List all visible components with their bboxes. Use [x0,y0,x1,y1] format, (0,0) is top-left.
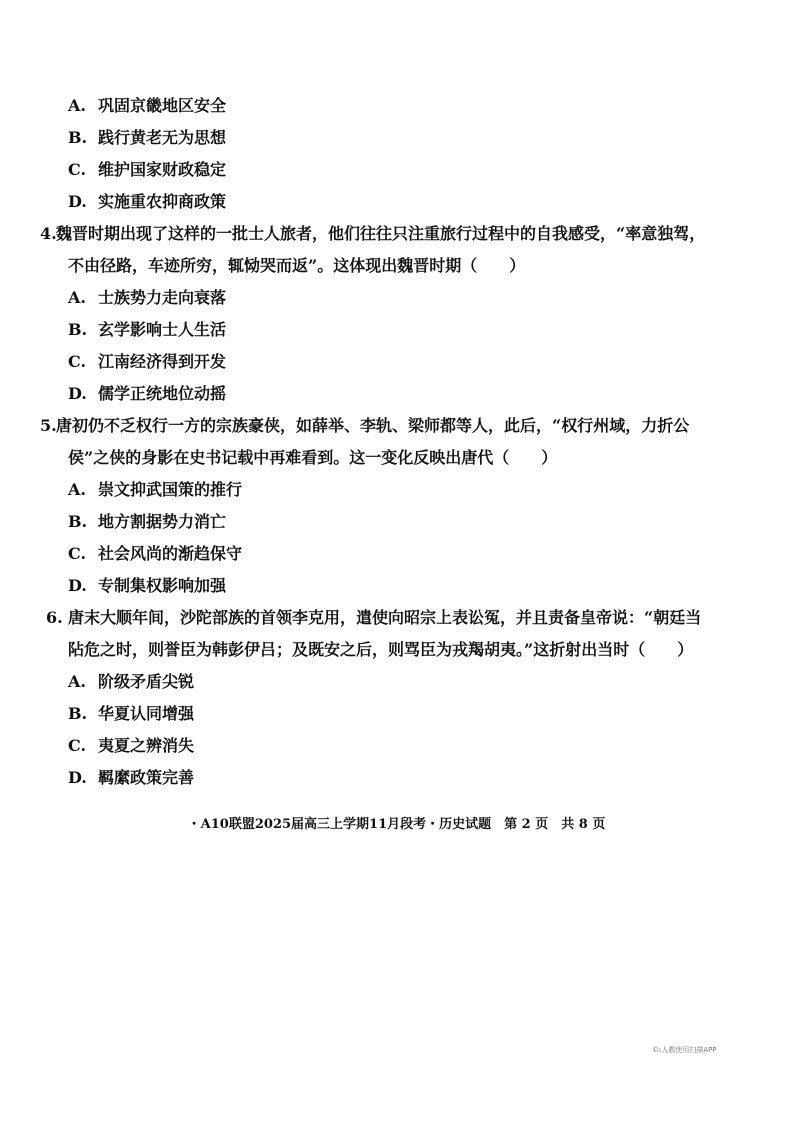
option-label: C. [68,352,87,371]
option-text: 华夏认同增强 [98,704,195,723]
q6-option-b [68,704,194,724]
q3-option-d [68,192,226,212]
option-label: D. [68,384,87,403]
option-text: 江南经济得到开发 [98,352,227,371]
q6-option-d [68,768,194,788]
q5-stem-line2: 侯”之侠的身影在史书记载中再难看到。这一变化反映出唐代（ ） [68,448,558,467]
option-text: 践行黄老无为思想 [98,128,227,147]
q5-option-d [68,576,226,596]
option-text: 专制集权影响加强 [98,576,227,595]
q3-option-a [68,96,226,116]
question-number: 6. [46,608,63,627]
option-label: B. [68,320,88,339]
option-label: B. [68,128,88,147]
option-text: 羁縻政策完善 [98,768,195,787]
option-label: D. [68,192,87,211]
q4-stem-line2: 不由径路，车迹所穷，辄恸哭而返”。这体现出魏晋时期（ ） [68,256,526,275]
q5-stem-line1 [40,416,689,436]
stem-text: 唐初仍不乏权行一方的宗族豪侠，如薛举、李轨、梁师都等人，此后，“权行州域，力折公 [56,416,690,435]
option-label: A. [68,96,86,115]
option-label: C. [68,544,87,563]
option-text: 实施重农抑商政策 [98,192,227,211]
option-label: B. [68,512,88,531]
option-label: D. [68,576,87,595]
option-label: A. [68,672,86,691]
q6-option-a [68,672,194,692]
option-text: 地方割据势力消亡 [98,512,227,531]
option-label: A. [68,480,86,499]
q6-option-c [68,736,194,756]
scan-watermark: ©ι人教使用扫描APP [652,1046,717,1054]
stem-text: 魏晋时期出现了这样的一批士人旅者，他们往往只注重旅行过程中的自我感受，“率意独驾， [56,224,706,243]
q6-stem-line1 [46,608,701,628]
option-text: 夷夏之辨消失 [98,736,195,755]
q5-option-a [68,480,242,500]
option-text: 阶级矛盾尖锐 [98,672,195,691]
q4-option-a [68,288,226,308]
option-text: 巩固京畿地区安全 [98,96,227,115]
option-text: 崇文抑武国策的推行 [98,480,243,499]
option-label: C. [68,160,87,179]
q4-stem-line1 [40,224,756,244]
question-number: 5. [40,416,57,435]
q4-option-d [68,384,226,404]
option-text: 玄学影响士人生活 [98,320,227,339]
option-text: 士族势力走向衰落 [98,288,227,307]
stem-text: 唐末大顺年间，沙陀部族的首领李克用，遣使向昭宗上表讼冤，并且责备皇帝说：“朝廷当 [68,608,702,627]
option-text: 维护国家财政稳定 [98,160,227,179]
q6-stem-line2: 阽危之时，则誉臣为韩彭伊吕；及既安之后，则骂臣为戎羯胡夷。”这折射出当时（ ） [68,640,694,659]
question-number: 4. [40,224,57,243]
option-label: B. [68,704,88,723]
q4-option-c [68,352,226,372]
option-text: 儒学正统地位动摇 [98,384,227,403]
option-label: A. [68,288,86,307]
q3-option-b [68,128,226,148]
q5-option-c [68,544,242,564]
q4-option-b [68,320,226,340]
q5-option-b [68,512,226,532]
option-label: C. [68,736,87,755]
page-footer: ・A10联盟2025届高三上学期11月段考・历史试题 第 2 页 共 8 页 [187,817,606,832]
option-label: D. [68,768,87,787]
q3-option-c [68,160,226,180]
option-text: 社会风尚的渐趋保守 [98,544,243,563]
